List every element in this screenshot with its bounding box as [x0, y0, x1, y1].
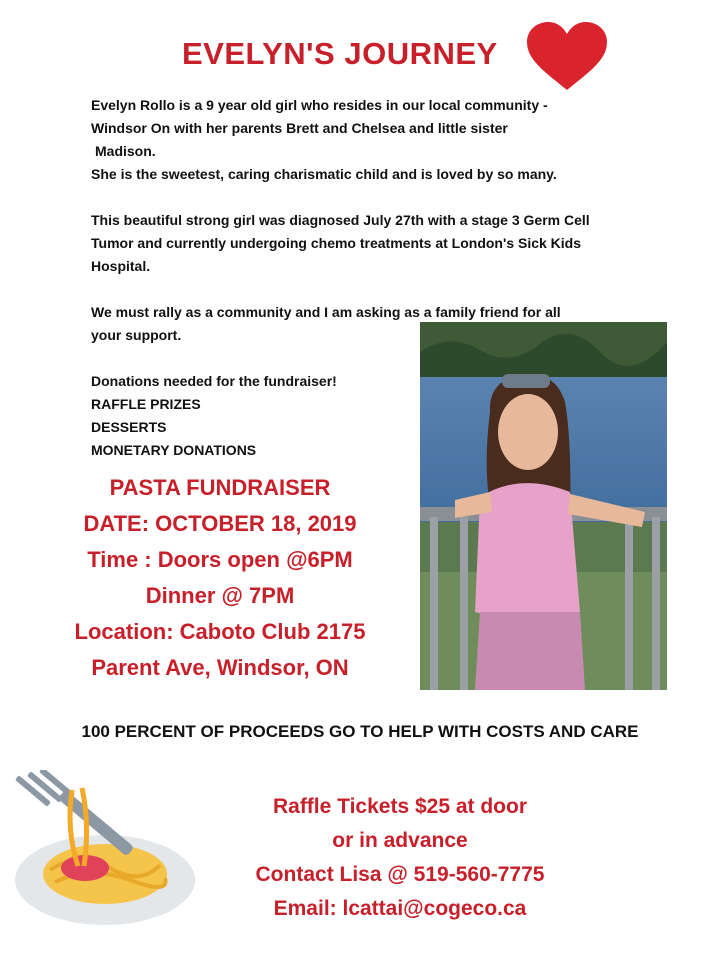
- intro-line: Hospital.: [91, 258, 151, 274]
- spaghetti-icon: [10, 770, 200, 930]
- photo-of-girl: [420, 322, 667, 690]
- contact-email: Email: lcattai@cogeco.ca: [273, 897, 527, 920]
- fundraiser-date: DATE: OCTOBER 18, 2019: [83, 511, 357, 536]
- donation-item: RAFFLE PRIZES: [91, 396, 201, 412]
- raffle-info: [220, 790, 580, 926]
- fundraiser-dinner: Dinner @ 7PM: [145, 583, 295, 608]
- fundraiser-time: Time : Doors open @6PM: [87, 547, 353, 572]
- donation-item: MONETARY DONATIONS: [91, 442, 257, 458]
- intro-line: Windsor On with her parents Brett and Chelsea and little sister: [91, 120, 508, 136]
- donation-item: DESSERTS: [91, 419, 167, 435]
- intro-line: We must rally as a community and I am asking as a family friend for all: [91, 304, 561, 320]
- fundraiser-title: PASTA FUNDRAISER: [109, 475, 331, 500]
- donations-heading: Donations needed for the fundraiser!: [91, 373, 337, 389]
- proceeds-statement: 100 PERCENT OF PROCEEDS GO TO HELP WITH COSTS AND CARE: [81, 722, 639, 741]
- fundraiser-address: Parent Ave, Windsor, ON: [91, 655, 349, 680]
- fundraiser-location: Location: Caboto Club 2175: [74, 619, 366, 644]
- intro-line: your support.: [91, 327, 182, 343]
- intro-line: This beautiful strong girl was diagnosed July 27th with a stage 3 Germ Cell: [91, 212, 590, 228]
- raffle-advance: or in advance: [332, 829, 468, 852]
- intro-line: Evelyn Rollo is a 9 year old girl who resides in our local community -: [91, 97, 548, 113]
- raffle-price: Raffle Tickets $25 at door: [272, 795, 528, 818]
- intro-line: Madison.: [95, 143, 156, 159]
- contact-phone: Contact Lisa @ 519-560-7775: [255, 863, 545, 886]
- intro-line: Tumor and currently undergoing chemo treatments at London's Sick Kids: [91, 235, 582, 251]
- fundraiser-details: [40, 470, 400, 686]
- heart-icon: [525, 22, 609, 92]
- intro-line: She is the sweetest, caring charismatic child and is loved by so many.: [91, 166, 557, 182]
- page-title: EVELYN'S JOURNEY: [182, 36, 498, 71]
